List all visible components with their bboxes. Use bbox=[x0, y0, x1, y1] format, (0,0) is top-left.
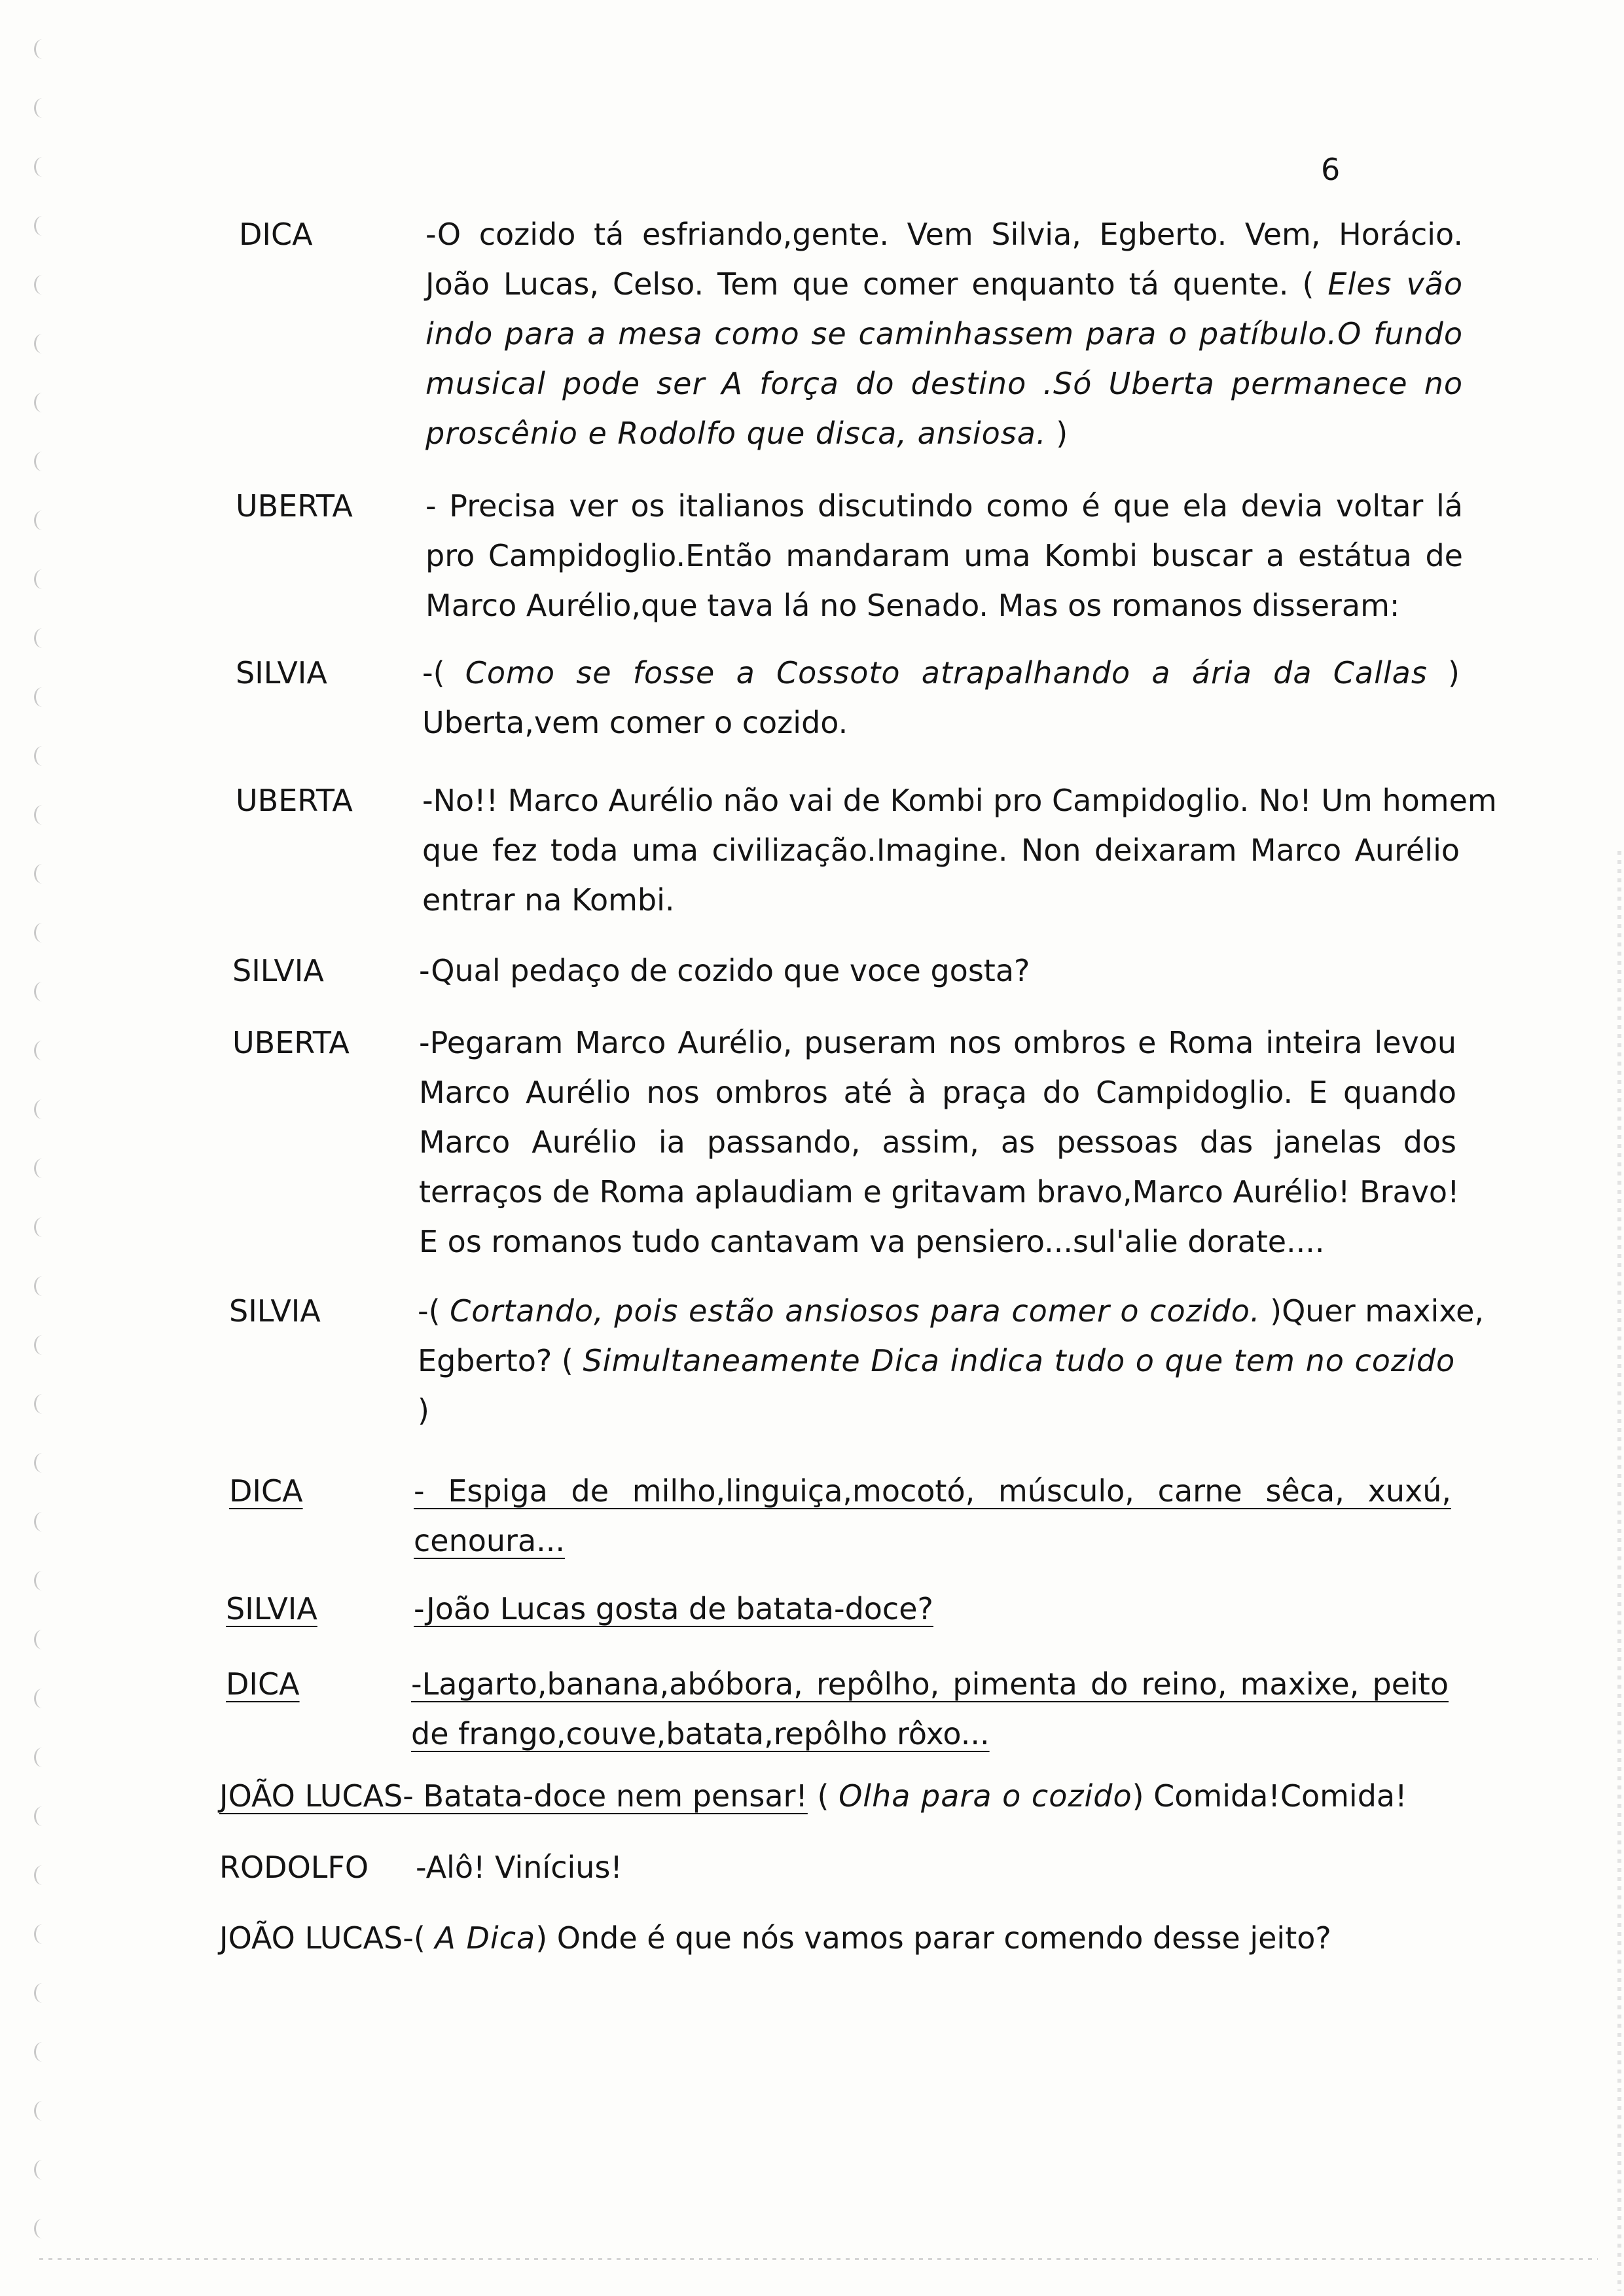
binding-hole bbox=[34, 1276, 50, 1296]
dialogue-text: -O cozido tá esfriando,gente. Vem Silvia, Egberto. Vem, Horácio. bbox=[425, 217, 1463, 252]
binding-hole bbox=[34, 1689, 50, 1708]
binding-hole bbox=[34, 1924, 50, 1944]
binding-hole bbox=[34, 687, 50, 707]
stage-direction: Eles vão bbox=[1327, 266, 1463, 302]
speech-text bbox=[414, 1584, 1451, 1634]
speaker-name: UBERTA bbox=[236, 783, 353, 818]
speech-line bbox=[414, 1516, 1451, 1566]
binding-hole bbox=[34, 275, 50, 295]
dialogue-text: pro Campidoglio.Então mandaram uma Kombi buscar a estátua de bbox=[425, 538, 1463, 573]
binding-hole bbox=[34, 1512, 50, 1532]
speech-line bbox=[414, 1466, 1451, 1516]
speech-line bbox=[411, 1709, 1449, 1759]
stage-direction: Olha para o cozido bbox=[839, 1778, 1132, 1814]
speech-line bbox=[418, 1386, 1455, 1435]
speech-line bbox=[422, 825, 1460, 875]
dialogue-text: -No!! Marco Aurélio não vai de Kombi pro Campidoglio. No! Um homem bbox=[422, 783, 1497, 818]
dialogue-text: -( bbox=[422, 655, 465, 691]
speaker-name: UBERTA bbox=[236, 488, 353, 524]
stage-direction: proscênio e Rodolfo que disca, ansiosa. bbox=[425, 416, 1047, 451]
speaker-name: SILVIA bbox=[232, 953, 324, 988]
stage-direction: Simultaneamente Dica indica tudo o que tem no cozido bbox=[583, 1343, 1456, 1378]
binding-hole bbox=[34, 982, 50, 1001]
dialogue-text: ) Onde é que nós vamos parar comendo desse jeito? bbox=[535, 1920, 1331, 1956]
binding-hole bbox=[34, 1630, 50, 1649]
speech-line bbox=[425, 408, 1463, 458]
stage-direction: Cortando, pois estão ansiosos para comer o cozido. bbox=[450, 1293, 1261, 1329]
binding-hole bbox=[34, 1806, 50, 1826]
dialogue-text: E os romanos tudo cantavam va pensiero...sul'alie dorate.... bbox=[419, 1224, 1325, 1259]
speech-text bbox=[422, 776, 1497, 925]
speech-line bbox=[422, 698, 1460, 747]
stage-direction: indo para a mesa como se caminhassem para o patíbulo.O fundo bbox=[425, 316, 1463, 351]
speaker-name: DICA bbox=[239, 217, 313, 252]
dialogue-text: Marco Aurélio,que tava lá no Senado. Mas os romanos disseram: bbox=[425, 588, 1400, 623]
speech-line bbox=[419, 1018, 1456, 1067]
dialogue-text: Uberta,vem comer o cozido. bbox=[422, 705, 848, 740]
speaker-name: SILVIA bbox=[236, 655, 327, 691]
speaker-name: SILVIA bbox=[226, 1591, 317, 1626]
binding-hole bbox=[34, 1217, 50, 1237]
speech-text bbox=[425, 209, 1463, 458]
dialogue-text: - Precisa ver os italianos discutindo como é que ela devia voltar lá bbox=[425, 488, 1463, 524]
speaker-name: SILVIA bbox=[229, 1293, 321, 1329]
speaker-name: UBERTA bbox=[232, 1025, 350, 1060]
speech-line bbox=[425, 309, 1463, 359]
speech-line bbox=[414, 1584, 1451, 1634]
speech-line bbox=[419, 946, 1456, 996]
dialogue-text: ) bbox=[418, 1393, 429, 1428]
binding-hole bbox=[34, 1041, 50, 1060]
speech-line bbox=[425, 259, 1463, 309]
dialogue-text: Egberto? ( bbox=[418, 1343, 583, 1378]
dialogue-text: Marco Aurélio nos ombros até à praça do Campidoglio. E quando bbox=[419, 1075, 1456, 1110]
speech-text bbox=[418, 1286, 1484, 1435]
binding-hole bbox=[34, 334, 50, 353]
binding-hole bbox=[34, 1571, 50, 1590]
speech-line bbox=[411, 1659, 1449, 1709]
binding-hole bbox=[34, 2101, 50, 2121]
speech-line bbox=[419, 1167, 1460, 1217]
speech-line bbox=[425, 531, 1463, 581]
binding-hole bbox=[34, 452, 50, 471]
speech-line bbox=[419, 1117, 1456, 1167]
dialogue-text: -( bbox=[418, 1293, 450, 1329]
scan-edge-right bbox=[1617, 851, 1621, 2291]
dialogue-text: -Alô! Vinícius! bbox=[416, 1850, 623, 1885]
stage-direction: Como se fosse a Cossoto atrapalhando a ária da Callas bbox=[465, 655, 1428, 691]
inline-speech: RODOLFO -Alô! Vinícius! bbox=[219, 1850, 623, 1885]
speech-text bbox=[419, 946, 1456, 996]
dialogue-text: ( bbox=[807, 1778, 839, 1814]
speech-line bbox=[425, 481, 1463, 531]
dialogue-text: terraços de Roma aplaudiam e gritavam bravo,Marco Aurélio! Bravo! bbox=[419, 1174, 1460, 1210]
dialogue-text: )Quer maxixe, bbox=[1260, 1293, 1484, 1329]
stage-direction: A Dica bbox=[435, 1920, 536, 1956]
speech-line bbox=[422, 776, 1497, 825]
binding-hole bbox=[34, 1983, 50, 2003]
binding-hole bbox=[34, 39, 50, 59]
speech-text bbox=[414, 1466, 1451, 1566]
dialogue-text: Marco Aurélio ia passando, assim, as pessoas das janelas dos bbox=[419, 1124, 1456, 1160]
inline-speech bbox=[219, 1771, 1407, 1821]
dialogue-text: JOÃO LUCAS-( bbox=[219, 1920, 435, 1956]
dialogue-text: -Qual pedaço de cozido que voce gosta? bbox=[419, 953, 1030, 988]
speech-line bbox=[419, 1217, 1456, 1266]
scan-edge-bottom bbox=[39, 2258, 1598, 2260]
binding-hole bbox=[34, 864, 50, 884]
binding-hole bbox=[34, 1453, 50, 1473]
dialogue-text: João Lucas, Celso. Tem que comer enquanto tá quente. ( bbox=[425, 266, 1328, 302]
binding-hole bbox=[34, 1865, 50, 1885]
stage-direction: musical pode ser A força do destino .Só Uberta permanece no bbox=[425, 366, 1463, 401]
dialogue-text: ) bbox=[1427, 655, 1460, 691]
speech-line bbox=[418, 1286, 1484, 1336]
speech-line bbox=[425, 209, 1463, 259]
binding-hole bbox=[34, 1335, 50, 1355]
dialogue-text: entrar na Kombi. bbox=[422, 882, 675, 918]
binding-hole bbox=[34, 2160, 50, 2179]
dialogue-text: que fez toda uma civilização.Imagine. Non deixaram Marco Aurélio bbox=[422, 833, 1460, 868]
dialogue-text: - Espiga de milho,linguiça,mocotó, músculo, carne sêca, xuxú, bbox=[414, 1473, 1451, 1509]
dialogue-text: ) Comida!Comida! bbox=[1132, 1778, 1407, 1814]
speech-line bbox=[418, 1336, 1455, 1386]
speech-line bbox=[425, 581, 1463, 630]
dialogue-text: -Lagarto,banana,abóbora, repôlho, pimenta do reino, maxixe, peito bbox=[411, 1666, 1449, 1702]
binding-hole bbox=[34, 511, 50, 530]
binding-hole bbox=[34, 1748, 50, 1767]
binding-hole bbox=[34, 393, 50, 412]
binding-hole bbox=[34, 923, 50, 942]
speaker-name: DICA bbox=[226, 1666, 300, 1702]
dialogue-text: cenoura... bbox=[414, 1523, 566, 1558]
speech-line bbox=[419, 1067, 1456, 1117]
binding-hole bbox=[34, 746, 50, 766]
dialogue-text: JOÃO LUCAS- Batata-doce nem pensar! bbox=[219, 1778, 808, 1814]
speech-text bbox=[419, 1018, 1460, 1266]
binding-hole bbox=[34, 628, 50, 648]
binding-hole bbox=[34, 2042, 50, 2062]
speech-line bbox=[425, 359, 1463, 408]
inline-speech bbox=[219, 1913, 1331, 1963]
dialogue-text: ) bbox=[1046, 416, 1068, 451]
binding-hole bbox=[34, 2219, 50, 2238]
speech-line bbox=[422, 648, 1460, 698]
speech-text bbox=[411, 1659, 1449, 1759]
binding-hole bbox=[34, 805, 50, 825]
dialogue-text: -Pegaram Marco Aurélio, puseram nos ombros e Roma inteira levou bbox=[419, 1025, 1456, 1060]
speech-text bbox=[422, 648, 1460, 747]
dialogue-text: -João Lucas gosta de batata-doce? bbox=[414, 1591, 933, 1626]
binding-hole bbox=[34, 1394, 50, 1414]
page-number: 6 bbox=[1321, 152, 1341, 187]
binding-hole bbox=[34, 157, 50, 177]
binding-hole bbox=[34, 98, 50, 118]
binding-hole bbox=[34, 569, 50, 589]
speech-line bbox=[422, 875, 1460, 925]
binding-hole bbox=[34, 216, 50, 236]
dialogue-text: de frango,couve,batata,repôlho rôxo... bbox=[411, 1716, 990, 1751]
speech-text bbox=[425, 481, 1463, 630]
binding-hole bbox=[34, 1158, 50, 1178]
speaker-name: DICA bbox=[229, 1473, 303, 1509]
binding-hole bbox=[34, 1100, 50, 1119]
